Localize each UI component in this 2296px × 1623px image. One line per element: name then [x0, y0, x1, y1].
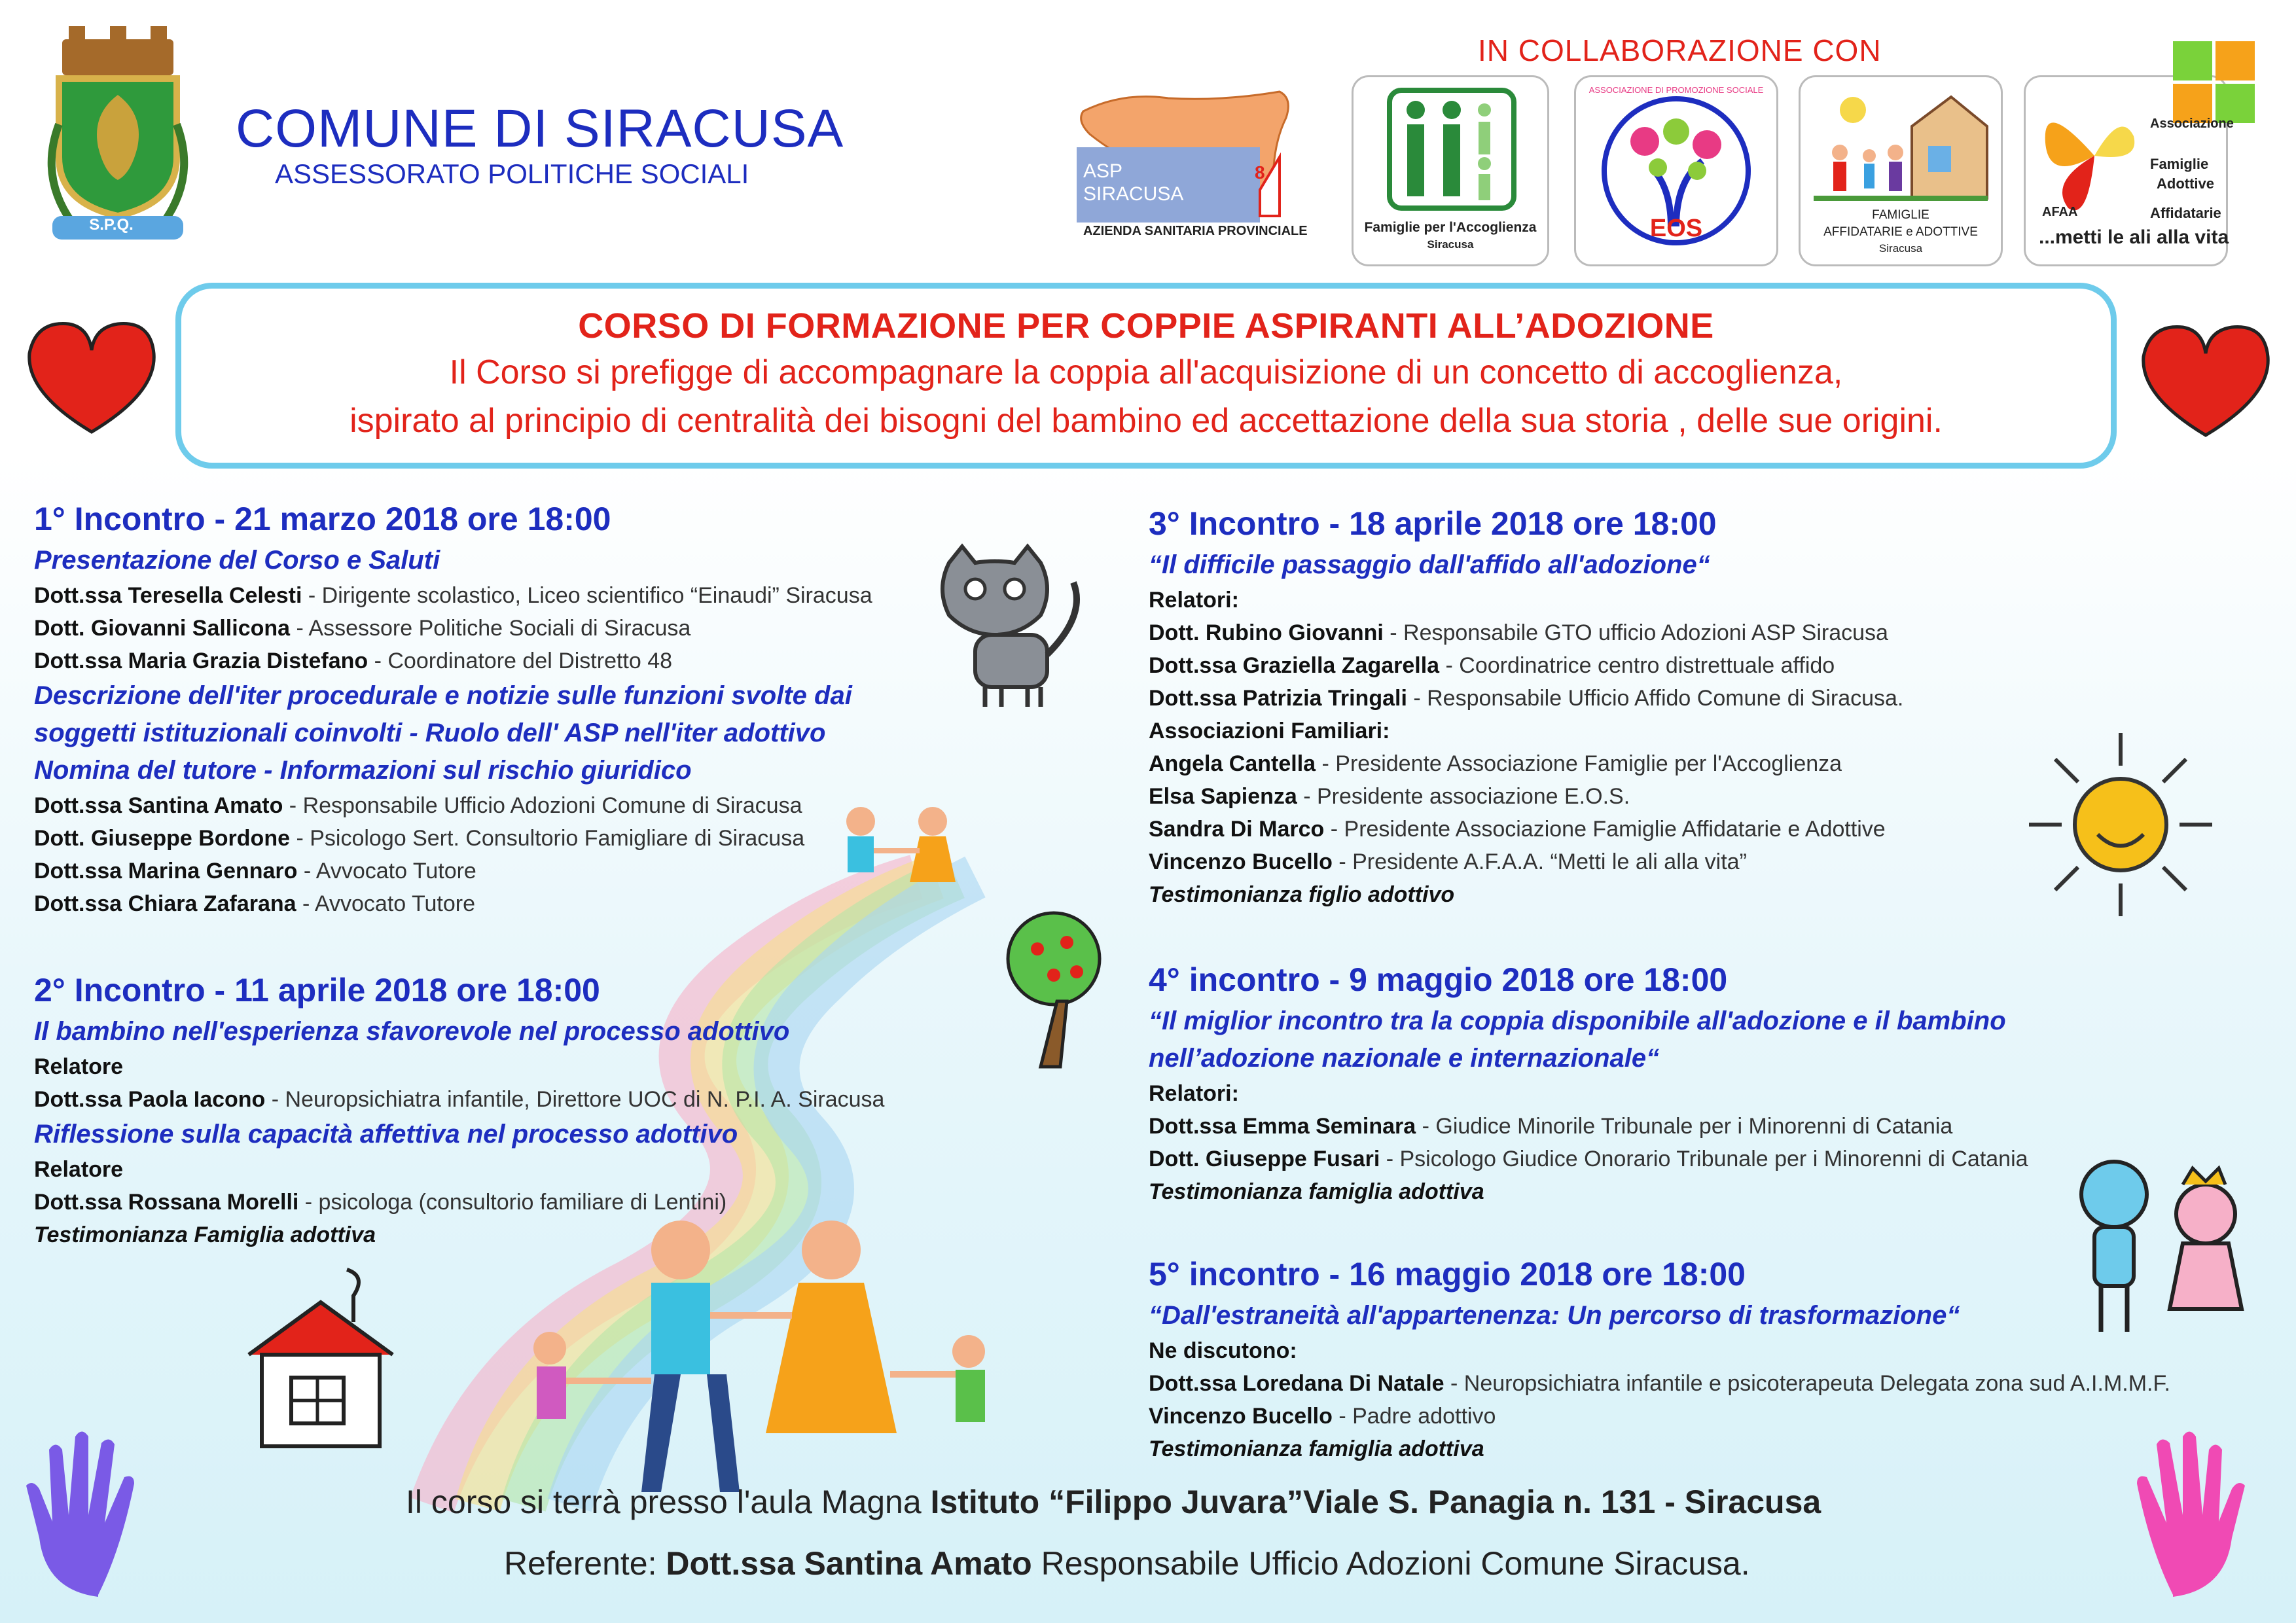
- speaker-row: Dott.ssa Marina Gennaro - Avvocato Tutore: [34, 859, 476, 883]
- speaker-row: Vincenzo Bucello - Presidente A.F.A.A. “Metti le ali alla vita”: [1149, 849, 1747, 874]
- incontro-3-topic: “Il difficile passaggio dall'affido all'adozione“: [1149, 550, 1710, 579]
- speaker-row: Dott. Giovanni Sallicona - Assessore Politiche Sociali di Siracusa: [34, 616, 691, 641]
- afaa-line3: Adottive: [2157, 175, 2214, 192]
- famiglie-affidatarie-line2: AFFIDATARIE e ADOTTIVE: [1823, 225, 1978, 239]
- comune-subtitle: ASSESSORATO POLITICHE SOCIALI: [275, 158, 749, 189]
- banner-title: CORSO DI FORMAZIONE PER COPPIE ASPIRANTI ALL’ADOZIONE: [578, 306, 1714, 346]
- collaboration-label: IN COLLABORAZIONE CON: [1478, 33, 1882, 67]
- incontro-1-topic2a: Descrizione dell'iter procedurale e notizie sulle funzioni svolte dai: [34, 681, 852, 710]
- incontro-1-topic2b: soggetti istituzionali coinvolti - Ruolo dell' ASP nell'iter adottivo: [34, 719, 826, 747]
- incontro-3-testimony: Testimonianza figlio adottivo: [1149, 882, 1455, 907]
- speaker-row: Dott. Giuseppe Bordone - Psicologo Sert. Consultorio Famigliare di Siracusa: [34, 826, 805, 851]
- tree-icon-small: [1005, 910, 1103, 1073]
- people-icon: [1390, 90, 1514, 208]
- footer-venue: Il corso si terrà presso l'aula Magna Istituto “Filippo Juvara”Viale S. Panagia n. 131 - Siracusa: [406, 1484, 1821, 1520]
- incontro-1-heading: 1° Incontro - 21 marzo 2018 ore 18:00: [34, 501, 611, 537]
- speaker-row: Dott.ssa Loredana Di Natale - Neuropsichiatra infantile e psicoterapeuta Delegata zona sud A.I.M.M.F.: [1149, 1371, 2170, 1396]
- heart-right-icon: [2140, 324, 2271, 442]
- asp-logo-line3: AZIENDA SANITARIA PROVINCIALE: [1083, 224, 1308, 238]
- crest-icon: [33, 26, 203, 242]
- afaa-line5: ...metti le ali alla vita: [2039, 226, 2229, 248]
- speaker-row: Dott.ssa Santina Amato - Responsabile Ufficio Adozioni Comune di Siracusa: [34, 793, 802, 818]
- incontro-1-topic3: Nomina del tutore - Informazioni sul rischio giuridico: [34, 756, 692, 785]
- speaker-row: Dott.ssa Maria Grazia Distefano - Coordinatore del Distretto 48: [34, 649, 673, 673]
- asp-logo-line2: SIRACUSA: [1083, 183, 1184, 205]
- course-banner: [175, 283, 2117, 469]
- eos-text: EOS: [1649, 215, 1703, 242]
- famiglie-affidatarie-logo: [1799, 75, 2003, 266]
- incontro-3: [1149, 501, 1903, 911]
- speaker-row: Sandra Di Marco - Presidente Associazione Famiglie Affidatarie e Adottive: [1149, 817, 1886, 842]
- incontro-4-topic-a: “Il miglior incontro tra la coppia disponibile all'adozione e il bambino: [1149, 1007, 2006, 1035]
- incontro-4-label: Relatori:: [1149, 1081, 1239, 1106]
- incontro-2-label2: Relatore: [34, 1157, 124, 1182]
- crest-label: S.P.Q.: [89, 216, 134, 234]
- speaker-row: Dott.ssa Patrizia Tringali - Responsabile Ufficio Affido Comune di Siracusa.: [1149, 686, 1904, 711]
- famiglie-accoglienza-line1: Famiglie per l'Accoglienza: [1364, 220, 1537, 235]
- heart-left-icon: [26, 321, 157, 438]
- famiglie-affidatarie-line3: Siracusa: [1878, 242, 1923, 255]
- incontro-2: [34, 967, 884, 1251]
- speaker-row: Dott. Rubino Giovanni - Responsabile GTO ufficio Adozioni ASP Siracusa: [1149, 620, 1888, 645]
- sun-icon: [2022, 726, 2219, 923]
- incontro-2-topic2: Riflessione sulla capacità affettiva nel processo adottivo: [34, 1120, 738, 1149]
- asp-logo: [1077, 85, 1319, 252]
- incontro-4-testimony: Testimonianza famiglia adottiva: [1149, 1179, 1484, 1204]
- incontro-5-topic: “Dall'estraneità all'appartenenza: Un percorso di trasformazione“: [1149, 1301, 1960, 1330]
- famiglie-accoglienza-logo: [1352, 75, 1549, 266]
- comune-title: COMUNE DI SIRACUSA: [236, 99, 844, 158]
- speaker-row: Dott.ssa Graziella Zagarella - Coordinatrice centro distrettuale affido: [1149, 653, 1835, 678]
- speaker-row: Elsa Sapienza - Presidente associazione E.O.S.: [1149, 784, 1630, 809]
- family-illustration: [484, 1217, 1021, 1512]
- afaa-line2: Famiglie: [2150, 156, 2209, 172]
- incontro-2-topic1: Il bambino nell'esperienza sfavorevole nel processo adottivo: [34, 1017, 790, 1046]
- famiglie-accoglienza-line2: Siracusa: [1427, 238, 1474, 251]
- incontro-2-label1: Relatore: [34, 1054, 124, 1079]
- banner-line2: ispirato al principio di centralità dei bisogni del bambino ed accettazione della sua storia , delle sue origini.: [350, 402, 1943, 440]
- speaker-row: Vincenzo Bucello - Padre adottivo: [1149, 1404, 1496, 1429]
- incontro-4: [1149, 957, 2028, 1208]
- famiglie-affidatarie-line1: FAMIGLIE: [1872, 208, 1929, 222]
- speaker-row: Dott.ssa Chiara Zafarana - Avvocato Tutore: [34, 891, 476, 916]
- banner-line1: Il Corso si prefigge di accompagnare la coppia all'acquisizione di un concetto di accoglienza,: [449, 353, 1843, 391]
- footer-referente: Referente: Dott.ssa Santina Amato Responsabile Ufficio Adozioni Comune Siracusa.: [504, 1545, 1750, 1582]
- eos-logo: [1574, 75, 1778, 266]
- speaker-row: Dott.ssa Rossana Morelli - psicologa (consultorio familiare di Lentini): [34, 1190, 727, 1215]
- incontro-1-topic1: Presentazione del Corso e Saluti: [34, 546, 440, 575]
- cat-icon: [929, 543, 1106, 713]
- incontro-5-heading: 5° incontro - 16 maggio 2018 ore 18:00: [1149, 1256, 1746, 1293]
- asp-logo-line1: ASP: [1083, 160, 1123, 182]
- asp-logo-number: 8: [1255, 162, 1265, 183]
- butterfly-icon: [2039, 90, 2150, 221]
- incontro-3-label2: Associazioni Familiari:: [1149, 719, 1390, 743]
- puzzle-icon: [2173, 41, 2258, 126]
- incontro-5-label: Ne discutono:: [1149, 1338, 1297, 1363]
- family-house-icon: [1814, 87, 1988, 202]
- speaker-row: Dott.ssa Teresella Celesti - Dirigente scolastico, Liceo scientifico “Einaudi” Siracusa: [34, 583, 872, 608]
- speaker-row: Angela Cantella - Presidente Associazione Famiglie per l'Accoglienza: [1149, 751, 1842, 776]
- speaker-row: Dott.ssa Paola Iacono - Neuropsichiatra infantile, Direttore UOC di N. P.I. A. Siracusa: [34, 1087, 885, 1112]
- incontro-3-heading: 3° Incontro - 18 aprile 2018 ore 18:00: [1149, 505, 1717, 542]
- incontro-2-heading: 2° Incontro - 11 aprile 2018 ore 18:00: [34, 972, 600, 1008]
- incontro-4-heading: 4° incontro - 9 maggio 2018 ore 18:00: [1149, 961, 1728, 998]
- afaa-mark: AFAA: [2042, 205, 2078, 219]
- incontro-4-topic-b: nell’adozione nazionale e internazionale“: [1149, 1044, 1660, 1073]
- afaa-line4: Affidatarie: [2150, 205, 2221, 221]
- left-hand-icon: [20, 1427, 177, 1603]
- eos-arc-text: ASSOCIAZIONE DI PROMOZIONE SOCIALE: [1588, 85, 1764, 95]
- speaker-row: Dott. Giuseppe Fusari - Psicologo Giudice Onorario Tribunale per i Minorenni di Catania: [1149, 1147, 2028, 1171]
- incontro-2-testimony: Testimonianza Famiglia adottiva: [34, 1222, 376, 1247]
- house-icon: [223, 1270, 419, 1466]
- afaa-logo: [2024, 75, 2234, 266]
- speaker-row: Dott.ssa Emma Seminara - Giudice Minorile Tribunale per i Minorenni di Catania: [1149, 1114, 1953, 1139]
- incontro-5: [1149, 1251, 2170, 1465]
- afaa-line1: Associazione: [2150, 116, 2234, 131]
- incontro-5-testimony: Testimonianza famiglia adottiva: [1149, 1436, 1484, 1461]
- incontro-3-label1: Relatori:: [1149, 588, 1239, 613]
- incontro-1: [34, 496, 872, 920]
